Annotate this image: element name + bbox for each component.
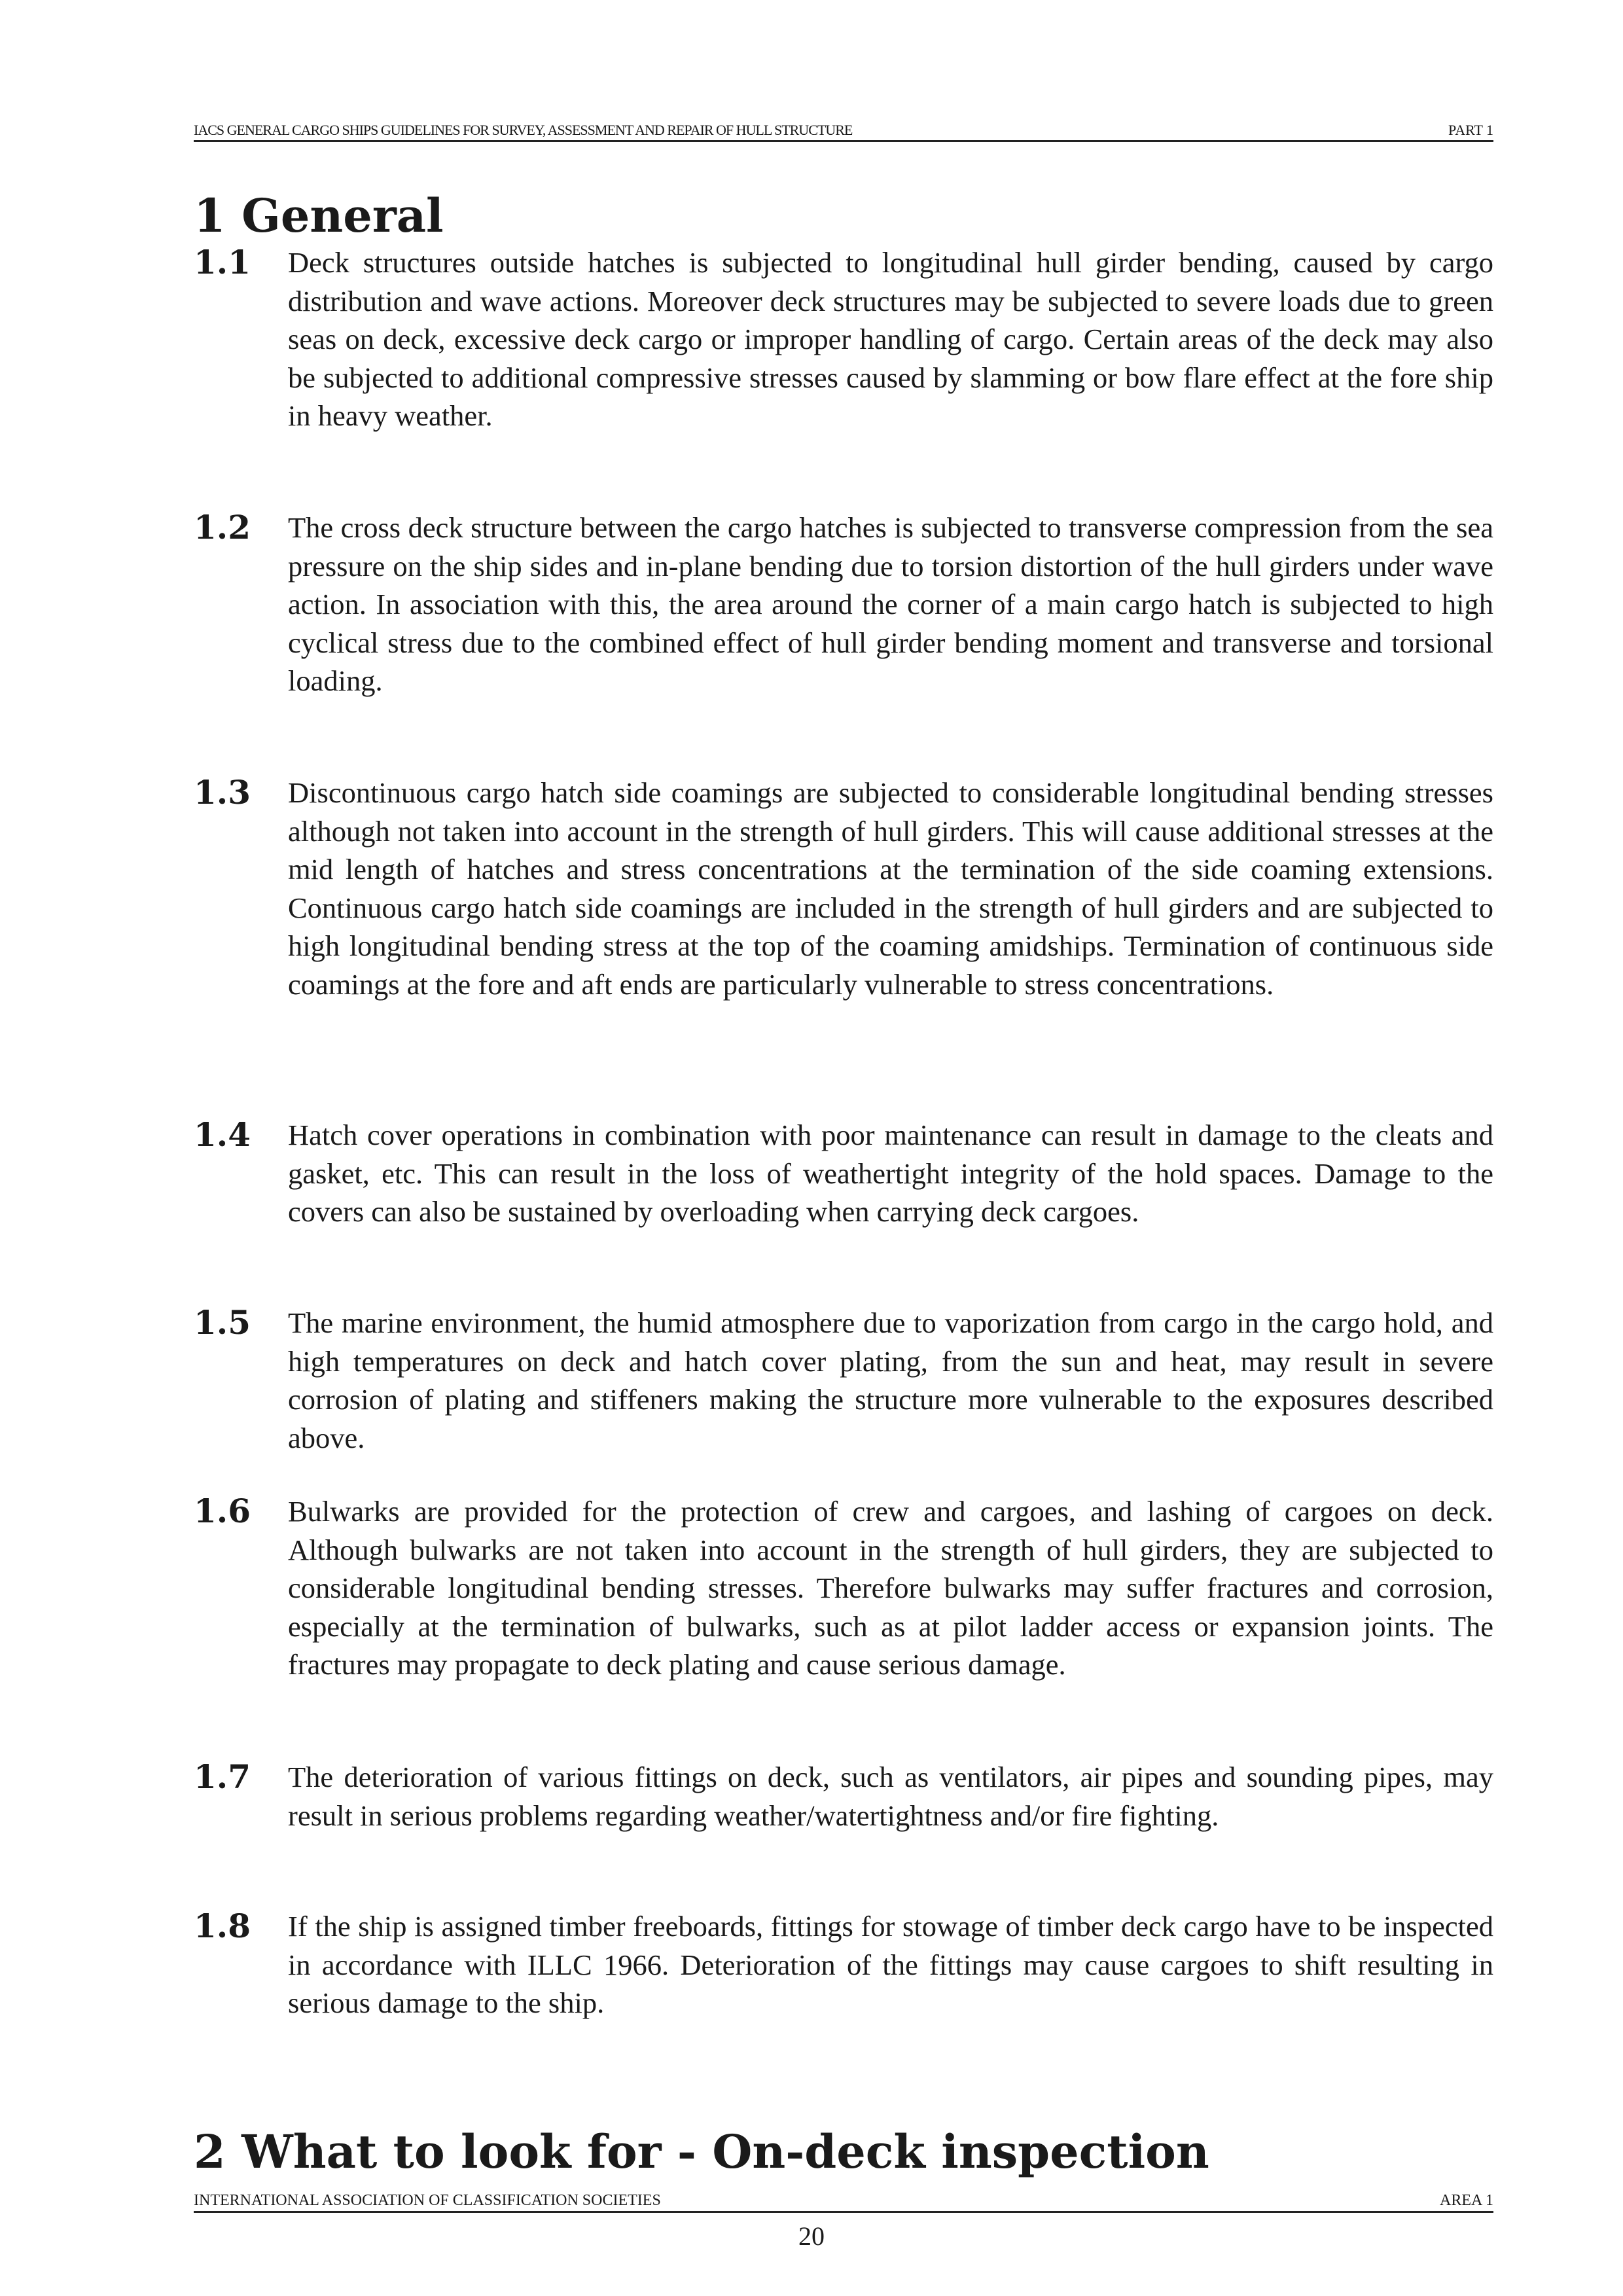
header-document-title: IACS GENERAL CARGO SHIPS GUIDELINES FOR SURVEY, ASSESSMENT AND REPAIR OF HULL STRUCTURE — [194, 122, 853, 138]
paragraph-number: 1.6 — [194, 1492, 251, 1530]
paragraph-number: 1.8 — [194, 1907, 251, 1945]
paragraph-number: 1.2 — [194, 508, 251, 547]
section-2-title: 2 What to look for - On-deck inspection — [194, 2125, 1209, 2179]
paragraph-text: Bulwarks are provided for the protection of crew and cargoes, and lashing of cargoes on deck. Although bulwarks are not taken into account in the strength of hull girders, they are subjected to considerable longitudinal bending stresses. Therefore bulwarks may suffer fractures and corrosion, especially at the termination of bulwarks, such as at pilot ladder access or expansion joints. The fractures may propagate to deck plating and cause serious damage. — [288, 1495, 1493, 1681]
header-part-label: PART 1 — [1448, 122, 1493, 138]
page-header — [194, 118, 1493, 142]
paragraph-number: 1.4 — [194, 1115, 251, 1154]
paragraph-text: The cross deck structure between the cargo hatches is subjected to transverse compression from the sea pressure on the ship sides and in-plane bending due to torsion distortion of the hull girders under wave action. In association with this, the area around the corner of a main cargo hatch is subjected to high cyclical stress due to the combined effect of hull girder bending moment and transverse and torsional loading. — [288, 511, 1493, 697]
paragraph-number: 1.3 — [194, 773, 251, 812]
footer-organization: INTERNATIONAL ASSOCIATION OF CLASSIFICATION SOCIETIES — [194, 2192, 661, 2209]
page-number: 20 — [798, 2221, 825, 2251]
paragraph-text: The deterioration of various fittings on deck, such as ventilators, air pipes and sounding pipes, may result in serious problems regarding weather/watertightness and/or fire fighting. — [288, 1761, 1493, 1832]
section-1-title: 1 General — [194, 188, 444, 243]
paragraph-text: The marine environment, the humid atmosphere due to vaporization from cargo in the cargo hold, and high temperatures on deck and hatch cover plating, from the sun and heat, may result in severe corrosion of plating and stiffeners making the structure more vulnerable to the exposures described above. — [288, 1306, 1493, 1454]
paragraph-number: 1.1 — [194, 243, 251, 281]
paragraph-text: Hatch cover operations in combination with poor maintenance can result in damage to the cleats and gasket, etc. This can result in the loss of weathertight integrity of the hold spaces. Damage to the covers can also be sustained by overloading when carrying deck cargoes. — [288, 1119, 1493, 1228]
paragraph-text: If the ship is assigned timber freeboards, fittings for stowage of timber deck cargo have to be inspected in accordance with ILLC 1966. Deterioration of the fittings may cause cargoes to shift resulting in serious damage to the ship. — [288, 1910, 1493, 2019]
paragraph-text: Discontinuous cargo hatch side coamings are subjected to considerable longitudinal bending stresses although not taken into account in the strength of hull girders. This will cause additional stresses at the mid length of hatches and stress concentrations at the termination of the side coaming extensions. Continuous cargo hatch side coamings are included in the strength of hull girders and are subjected to high longitudinal bending stress at the top of the coaming amidships. Termination of continuous side coamings at the fore and aft ends are particularly vulnerable to stress concentrations. — [288, 776, 1493, 1001]
paragraph-text: Deck structures outside hatches is subjected to longitudinal hull girder bending, caused by cargo distribution and wave actions. Moreover deck structures may be subjected to severe loads due to green seas on deck, excessive deck cargo or improper handling of cargo. Certain areas of the deck may also be subjected to additional compressive stresses caused by slamming or bow flare effect at the fore ship in heavy weather. — [288, 246, 1493, 432]
page-footer — [194, 2191, 1493, 2213]
paragraph-number: 1.5 — [194, 1303, 251, 1342]
paragraph-number: 1.7 — [194, 1757, 251, 1796]
footer-area-label: AREA 1 — [1439, 2192, 1493, 2209]
